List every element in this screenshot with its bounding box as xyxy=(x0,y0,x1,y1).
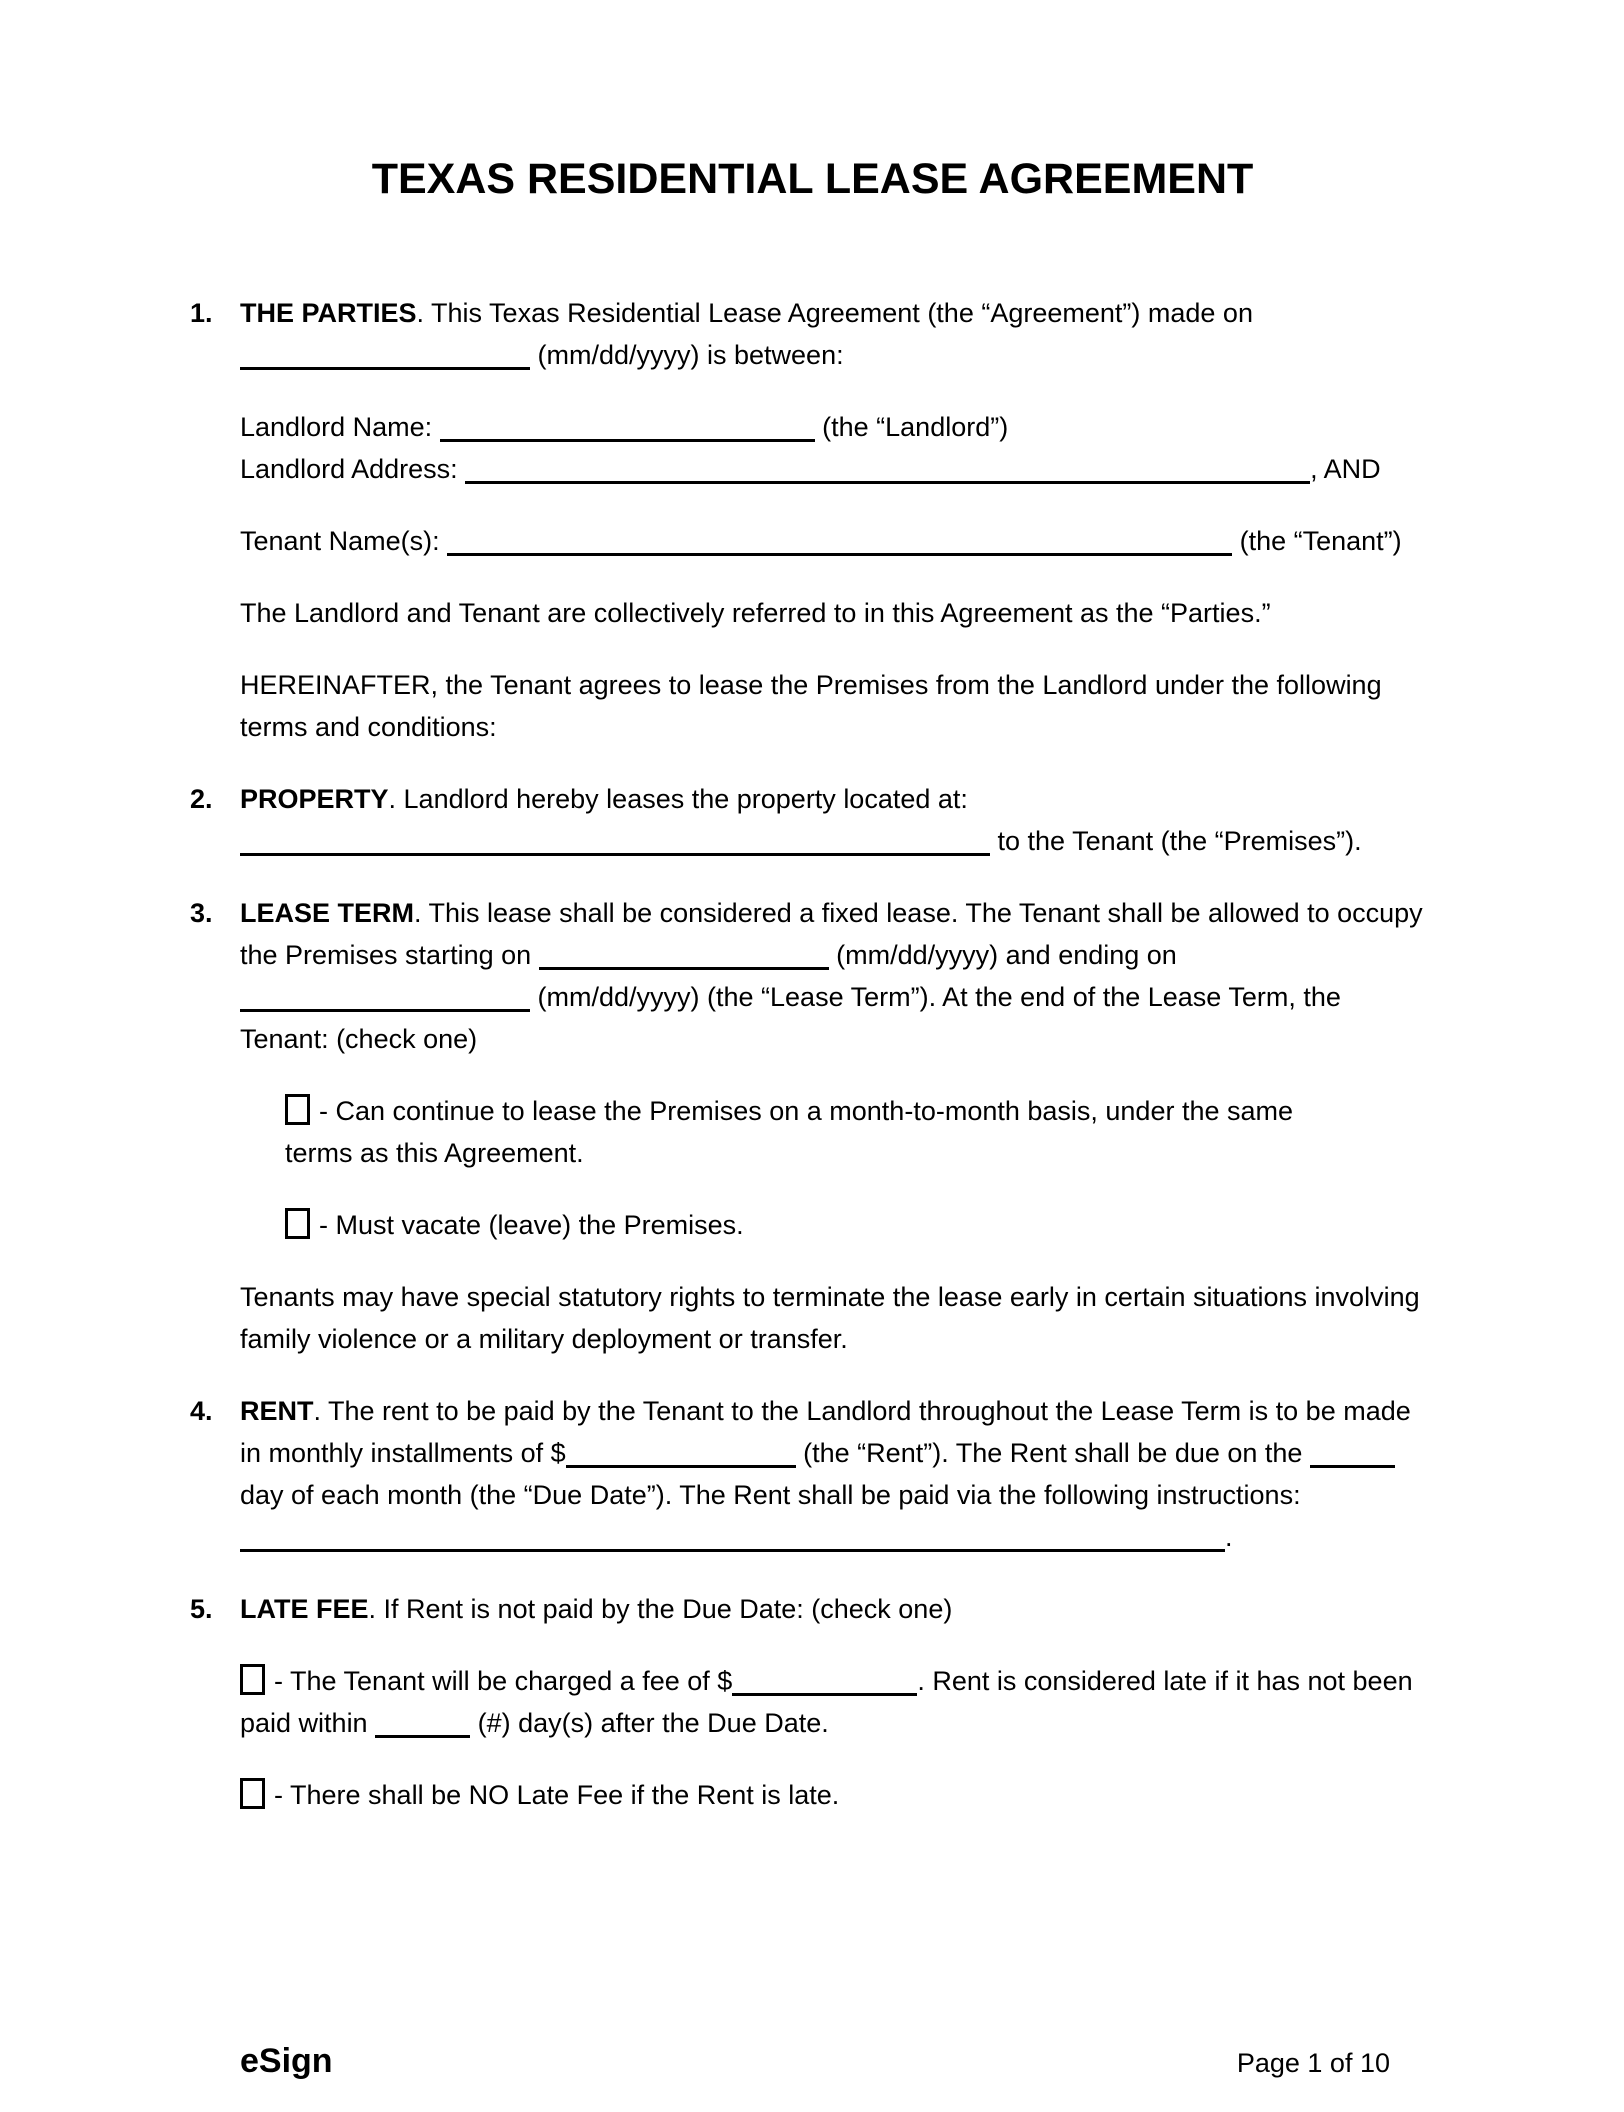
paragraph-text: (the “Landlord”) xyxy=(814,412,1009,442)
paragraph-text: (mm/dd/yyyy) is between: xyxy=(530,340,844,370)
section-heading: RENT xyxy=(240,1396,314,1426)
esign-logo: eSign xyxy=(240,2042,333,2080)
landlord-address-label: Landlord Address: xyxy=(240,454,466,484)
paragraph-text: . xyxy=(1225,1522,1233,1552)
vacate-checkbox[interactable] xyxy=(285,1208,310,1239)
option-label: (#) day(s) after the Due Date. xyxy=(470,1708,829,1738)
lease-start-date-field[interactable] xyxy=(539,937,829,970)
paragraph-text: . If Rent is not paid by the Due Date: (check one) xyxy=(368,1594,953,1624)
rent-paragraph xyxy=(240,1390,1435,1558)
hereinafter-paragraph: HEREINAFTER, the Tenant agrees to lease the Premises from the Landlord under the following terms and conditions: xyxy=(240,670,1382,742)
section-late-fee xyxy=(190,1588,1435,1846)
option-label: . Rent is considered late if it has not been paid within xyxy=(240,1666,1413,1738)
section-heading: LATE FEE xyxy=(240,1594,369,1624)
paragraph-text: (mm/dd/yyyy) (the “Lease Term”). At the end of the Lease Term, the Tenant: (check one) xyxy=(240,982,1341,1054)
property-paragraph xyxy=(240,778,1435,862)
tenant-names-field[interactable] xyxy=(447,523,1232,556)
section-lease-term xyxy=(190,892,1435,1390)
section-rent-content xyxy=(240,1390,1435,1588)
section-parties xyxy=(190,292,1435,778)
lease-term-paragraph xyxy=(240,892,1435,1060)
option-label: - The Tenant will be charged a fee of $ xyxy=(274,1666,733,1696)
paragraph-text: (the “Tenant”) xyxy=(1232,526,1402,556)
lease-end-date-field[interactable] xyxy=(240,979,530,1012)
paragraph-text: . This Texas Residential Lease Agreement (the “Agreement”) made on xyxy=(416,298,1253,328)
paragraph-text: . The rent to be paid by the Tenant to the Landlord throughout the Lease Term is to be made in monthly installments of $ xyxy=(240,1396,1411,1468)
section-heading: THE PARTIES xyxy=(240,298,417,328)
landlord-address-field[interactable] xyxy=(465,451,1310,484)
paragraph-text: (the “Rent”). The Rent shall be due on the xyxy=(795,1438,1310,1468)
section-late-fee-content xyxy=(240,1588,1435,1846)
option-label: - There shall be NO Late Fee if the Rent is late. xyxy=(274,1780,840,1810)
parties-intro-paragraph xyxy=(240,292,1435,376)
option-label: - Can continue to lease the Premises on a month-to-month basis, under the same terms as this Agreement. xyxy=(285,1096,1294,1168)
parties-collective-paragraph: The Landlord and Tenant are collectively referred to in this Agreement as the “Parties.” xyxy=(240,598,1271,628)
property-address-field[interactable] xyxy=(240,823,990,856)
section-number: 1. xyxy=(190,298,213,328)
month-to-month-checkbox[interactable] xyxy=(285,1094,310,1125)
late-fee-charged-checkbox[interactable] xyxy=(240,1664,265,1695)
late-fee-days-field[interactable] xyxy=(375,1705,470,1738)
option-no-late-fee xyxy=(240,1774,1435,1816)
agreement-date-field[interactable] xyxy=(240,337,530,370)
tenant-line xyxy=(240,520,1435,562)
section-heading: LEASE TERM xyxy=(240,898,415,928)
page-footer xyxy=(240,2042,1390,2084)
section-number: 2. xyxy=(190,784,213,814)
paragraph-text: , AND xyxy=(1310,454,1381,484)
paragraph-text: to the Tenant (the “Premises”). xyxy=(990,826,1362,856)
payment-instructions-field[interactable] xyxy=(240,1519,1225,1552)
section-property xyxy=(190,778,1435,892)
option-label: - Must vacate (leave) the Premises. xyxy=(319,1210,744,1240)
paragraph-text: day of each month (the “Due Date”). The Rent shall be paid via the following instructions: xyxy=(240,1480,1301,1510)
section-parties-content xyxy=(240,292,1435,778)
tenant-name-label: Tenant Name(s): xyxy=(240,526,448,556)
statutory-note-paragraph: Tenants may have special statutory rights to terminate the lease early in certain situations involving family violence or a military deployment or transfer. xyxy=(240,1282,1420,1354)
option-late-fee-charged xyxy=(240,1660,1435,1744)
page-indicator: Page 1 of 10 xyxy=(1236,2048,1390,2078)
option-month-to-month xyxy=(285,1090,1355,1174)
paragraph-text: . Landlord hereby leases the property located at: xyxy=(388,784,968,814)
section-property-content xyxy=(240,778,1435,892)
section-rent xyxy=(190,1390,1435,1588)
rent-amount-field[interactable] xyxy=(566,1435,796,1468)
landlord-name-field[interactable] xyxy=(440,409,815,442)
late-fee-amount-field[interactable] xyxy=(732,1663,917,1696)
document-title: TEXAS RESIDENTIAL LEASE AGREEMENT xyxy=(371,155,1254,203)
section-number: 5. xyxy=(190,1594,213,1624)
section-number: 4. xyxy=(190,1396,213,1426)
paragraph-text: (mm/dd/yyyy) and ending on xyxy=(828,940,1177,970)
option-vacate xyxy=(285,1204,1355,1246)
section-lease-term-content xyxy=(240,892,1435,1390)
section-heading: PROPERTY xyxy=(240,784,389,814)
landlord-lines xyxy=(240,406,1435,490)
section-number: 3. xyxy=(190,898,213,928)
late-fee-paragraph xyxy=(240,1588,1435,1630)
landlord-name-label: Landlord Name: xyxy=(240,412,440,442)
rent-due-day-field[interactable] xyxy=(1310,1435,1395,1468)
no-late-fee-checkbox[interactable] xyxy=(240,1778,265,1809)
paragraph-text: . This lease shall be considered a fixed lease. The Tenant shall be allowed to occupy the Premises starting on xyxy=(240,898,1423,970)
